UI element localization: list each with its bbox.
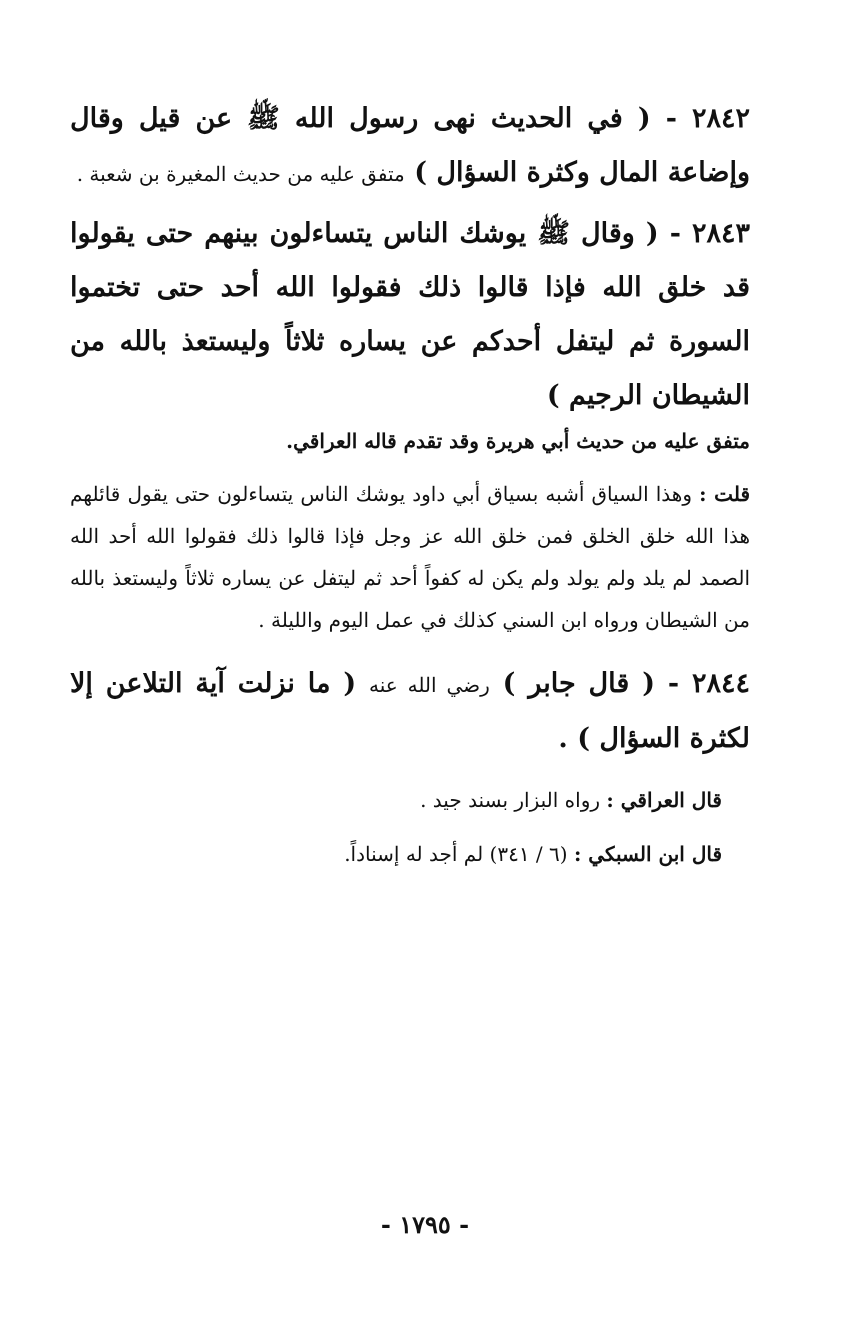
hadith-number: ٢٨٤٤ bbox=[692, 668, 751, 699]
commentary-paragraph bbox=[70, 473, 750, 641]
page-number: - ١٧٩٥ - bbox=[380, 1210, 470, 1239]
hadith-honorific: رضي الله عنه bbox=[369, 673, 490, 697]
hadith-entry-2843: ٢٨٤٣ - ( وقال ﷺ يوشك الناس يتساءلون بينهم حتى يقولوا قد خلق الله فإذا قالوا ذلك فقولوا الله أحد حتى تختموا السورة ثم ليتفل أحدكم عن يساره ثلاثاً وليستعذ بالله من الشيطان الرجيم ) متفق عليه من حديث أبي هريرة وقد تقدم قاله العراقي. bbox=[70, 207, 750, 459]
attribution-text: (٦ / ٣٤١) لم أجد له إسناداً. bbox=[344, 842, 568, 866]
commentary-body: وهذا السياق أشبه بسياق أبي داود يوشك الناس يتساءلون حتى يقول قائلهم هذا الله خلق الخلق فمن خلق الله عز وجل فإذا قالوا ذلك فقولوا الله أحد الله الصمد لم يلد ولم يولد ولم يكن له كفواً أحد ثم ليتفل عن يساره ثلاثاً وليستعذ بالله من الشيطان ورواه ابن السني كذلك في عمل اليوم والليلة . bbox=[70, 482, 750, 632]
attribution-author: قال العراقي : bbox=[606, 788, 722, 812]
hadith-narrator: ( قال جابر ) bbox=[502, 668, 655, 699]
attribution-author: قال ابن السبكي : bbox=[573, 842, 722, 866]
attribution-subki bbox=[70, 834, 722, 874]
hadith-text: ( ما نزلت آية التلاعن إلا لكثرة السؤال ) . bbox=[70, 668, 750, 754]
page-body bbox=[70, 92, 750, 888]
hadith-reference: متفق عليه من حديث أبي هريرة وقد تقدم قاله العراقي. bbox=[286, 429, 750, 453]
attribution-iraqi bbox=[70, 780, 722, 820]
hadith-text: ( في الحديث نهى رسول الله ﷺ عن قيل وقال وإضاعة المال وكثرة السؤال ) bbox=[70, 103, 750, 188]
hadith-number: ٢٨٤٢ bbox=[691, 103, 750, 134]
hadith-reference: متفق عليه من حديث المغيرة بن شعبة . bbox=[76, 162, 405, 186]
hadith-text: ( وقال ﷺ يوشك الناس يتساءلون بينهم حتى يقولوا قد خلق الله فإذا قالوا ذلك فقولوا الله أحد حتى تختموا السورة ثم ليتفل أحدكم عن يساره ثلاثاً وليستعذ بالله من الشيطان الرجيم ) bbox=[70, 218, 750, 411]
hadith-entry-2844: ٢٨٤٤ - ( قال جابر ) رضي الله عنه ( ما نزلت آية التلاعن إلا لكثرة السؤال ) . bbox=[70, 668, 751, 754]
hadith-number: ٢٨٤٣ bbox=[692, 218, 751, 249]
hadith-entry-2842: ٢٨٤٢ - ( في الحديث نهى رسول الله ﷺ عن قيل وقال وإضاعة المال وكثرة السؤال ) متفق عليه من حديث المغيرة بن شعبة . bbox=[70, 103, 750, 188]
commentary-lead: قلت : bbox=[699, 482, 751, 506]
attribution-text: رواه البزار بسند جيد . bbox=[420, 788, 601, 812]
